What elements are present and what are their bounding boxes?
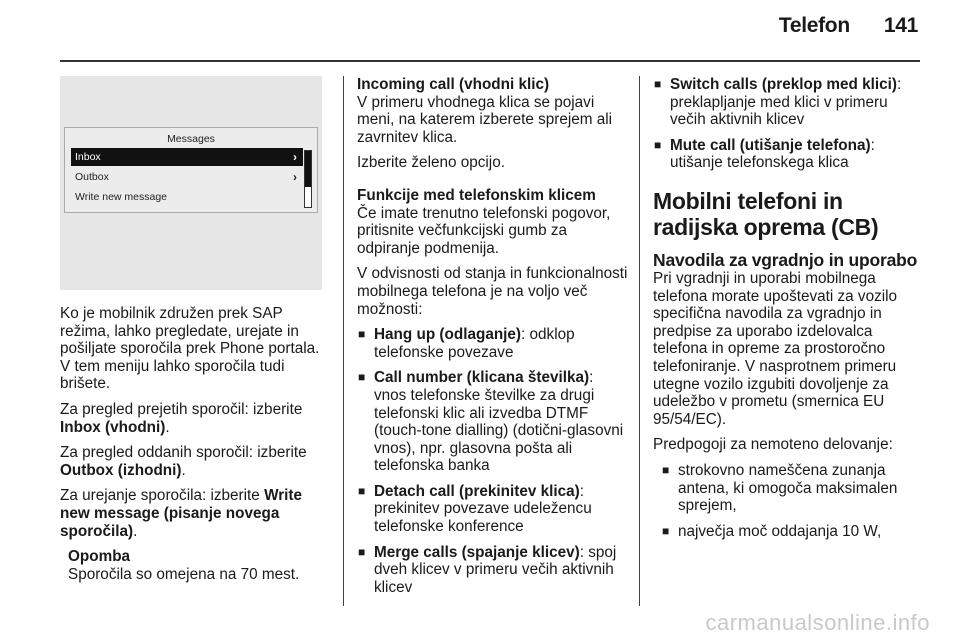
- page-number: 141: [883, 14, 918, 37]
- list-item: ■ Switch calls (preklop med klici): preklapljanje med klici v primeru večih aktivnih klicev: [653, 76, 925, 129]
- watermark: carmanualsonline.info: [705, 610, 930, 635]
- page-header: [779, 14, 918, 38]
- paragraph: Če imate trenutno telefonski pogovor, pritisnite večfunkcijski gumb za odpiranje podmenija.: [357, 204, 611, 257]
- list-item: ■ strokovno nameščena zunanja antena, ki omogoča maksimalen sprejem,: [661, 462, 925, 515]
- messages-menu-title: Messages: [167, 133, 215, 145]
- column-1: [60, 76, 326, 583]
- menu-item-write-new-message: Write new message: [75, 191, 168, 203]
- column-divider-1: [343, 76, 344, 606]
- list-item: ■ Hang up (odlaganje): odklop telefonske povezave: [357, 326, 629, 361]
- header-title: Telefon: [778, 14, 850, 37]
- paragraph: V odvisnosti od stanja in funkcionalnosti mobilnega telefona je na voljo več možnosti:: [357, 265, 628, 318]
- list-item: ■ Mute call (utišanje telefona): utišanje telefonskega klica: [653, 137, 925, 172]
- column-divider-2: [639, 76, 640, 606]
- note-title: Opomba: [68, 548, 131, 566]
- paragraph: Pri vgradnji in uporabi mobilnega telefona morate upoštevati za vozilo specifična navodila za vgradnjo in predpise za uporabo izdelovalca telefona in opreme za prostoročno telefoniranje. V nasprotnem primeru utegne vozilo izgubiti dovoljenje za udeležbo v prometu (smernica EU 95/54/EC).: [653, 269, 898, 428]
- menu-item-outbox: Outbox ›: [75, 170, 297, 184]
- section-title: Mobilni telefoni in radijska oprema (CB): [653, 187, 879, 240]
- paragraph: Ko je mobilnik združen prek SAP režima, lahko pregledate, urejate in pošiljate sporočila prek Phone portala. V tem meniju lahko sporočila tudi brišete.: [60, 305, 320, 393]
- note-text: Sporočila so omejena na 70 mest.: [68, 565, 300, 583]
- list-item: ■ največja moč oddajanja 10 W,: [661, 523, 925, 541]
- paragraph: Izberite želeno opcijo.: [357, 154, 505, 172]
- paragraph: Predpogoji za nemoteno delovanje:: [653, 436, 893, 454]
- note-box: [68, 548, 326, 583]
- scrollbar-thumb: [305, 151, 311, 187]
- subsection-title: Navodila za vgradnjo in uporabo: [653, 249, 918, 270]
- menu-item-inbox: Inbox ›: [71, 148, 303, 166]
- heading-call-functions: Funkcije med telefonskim klicem: [357, 186, 596, 204]
- paragraph-inbox: Za pregled prejetih sporočil: izberite Inbox (vhodni).: [60, 400, 303, 436]
- menu-scrollbar: [304, 150, 312, 208]
- column-3: [653, 76, 925, 548]
- messages-screen-image: [60, 76, 322, 290]
- messages-menu: [64, 127, 318, 213]
- heading-incoming-call: Incoming call (vhodni klic): [357, 76, 550, 93]
- chevron-right-icon: ›: [293, 150, 297, 164]
- paragraph-outbox: Za pregled oddanih sporočil: izberite Outbox (izhodni).: [60, 444, 307, 479]
- header-rule: [60, 60, 920, 62]
- list-item: ■ Detach call (prekinitev klica): prekinitev povezave udeležencu telefonske konference: [357, 483, 629, 536]
- list-item: ■ Call number (klicana številka): vnos telefonske številke za drugi telefonski klic ali izvedba DTMF (touch-tone dialling) (dotični-glasovni vnos), npr. glasovna pošta ali telefonska banka: [357, 369, 629, 475]
- list-item: ■ Merge calls (spajanje klicev): spoj dveh klicev v primeru večih aktivnih klicev: [357, 544, 629, 597]
- paragraph: V primeru vhodnega klica se pojavi meni, na katerem izberete sprejem ali zavrnitev klica.: [357, 93, 613, 146]
- chevron-right-icon: ›: [293, 170, 297, 184]
- paragraph-write: Za urejanje sporočila: izberite Write new message (pisanje novega sporočila).: [60, 487, 303, 540]
- column-2: [357, 76, 629, 604]
